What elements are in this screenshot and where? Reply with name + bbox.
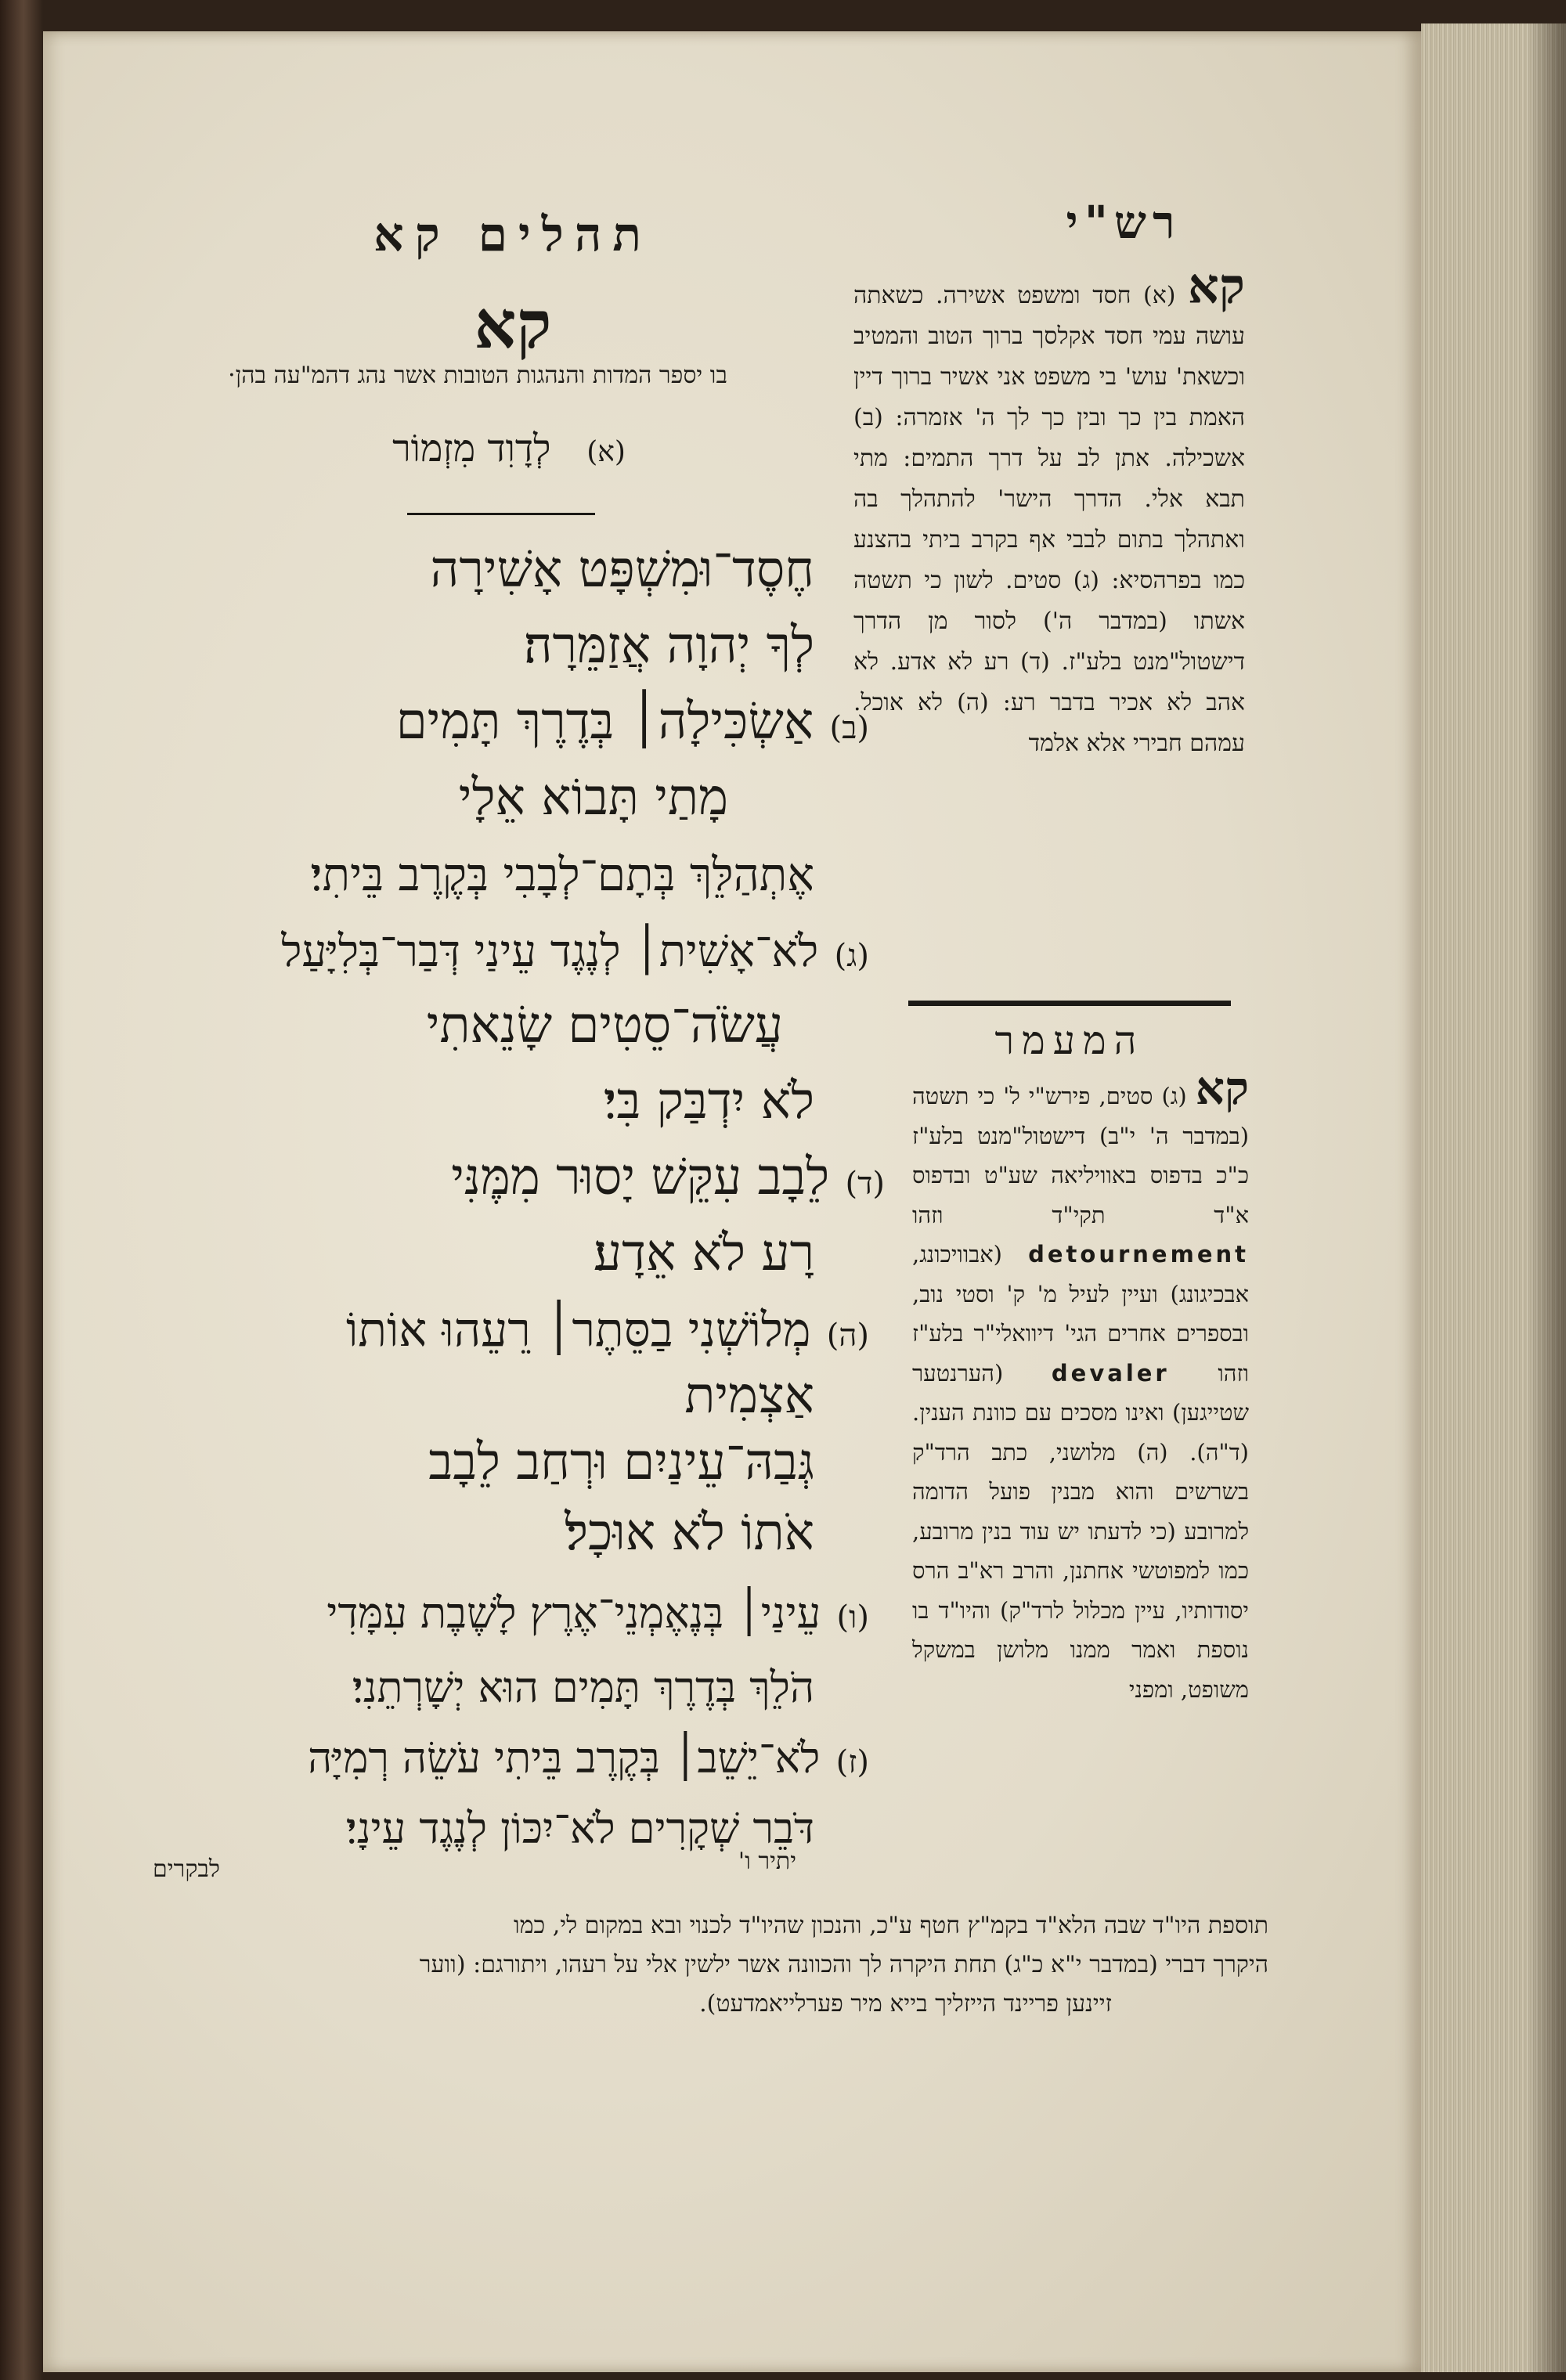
rashi-line: בי משפט אני אשיר ברוך [891, 363, 1117, 391]
verse-text: גְּבַהּ־עֵינַיִם וּרְחַב לֵבָב [428, 1433, 814, 1491]
hameamer-line: ובדפוס א"ד תקי"ד וזהו [912, 1162, 1249, 1228]
hameamer-line: יש עוד בנין מרובע, כמו [912, 1517, 1250, 1584]
rashi-line: לא אכיר בדבר רע: (ה) לא [917, 689, 1193, 716]
rashi-line: הדרך דישטול"מנט בלע"ז. [853, 608, 1245, 676]
rashi-line: אשירה. כשאתה עושה [853, 282, 1245, 350]
verse-text: אַצְמִית [684, 1367, 814, 1425]
catchword: לבקרים [153, 1855, 220, 1883]
rashi-line: הטוב והמטיב וכשאת' עוש' [853, 323, 1245, 391]
rashi-lead-word: קא [1188, 258, 1245, 315]
verse-text: חֶסֶד־וּמִשְׁפָּט אָשִׁירָה [430, 541, 814, 599]
rashi-line: מתי תבא אלי. הדרך [853, 445, 1245, 513]
rashi-line: אשתו (במדבר ה') לסור מן [928, 608, 1245, 635]
hameamer-line: הגי' דיוואלי"ר בלע"ז וזהו [912, 1320, 1249, 1387]
rashi-heading: רש"י [1066, 196, 1182, 249]
verse-line [110, 1358, 814, 1433]
verse-line [110, 1495, 814, 1570]
hameamer-line: (ה) מלושני, כתב הרד"ק [912, 1438, 1168, 1466]
verse-number: (ה) [826, 1318, 869, 1354]
verse-text: לֵבָב עִקֵּשׁ יָסוּר מִמֶּנִּי [451, 1149, 830, 1206]
psalm-superscription [282, 427, 736, 471]
hameamer-lead-word: קא [1195, 1062, 1250, 1115]
hameamer-line: (אבוויכונג, אבכיגונג) [912, 1241, 1249, 1307]
rashi-line: (ג) סטים. לשון כי תשטה [853, 567, 1099, 594]
hameamer-heading: המעמר [994, 1018, 1145, 1063]
footnote-line: היקרך דברי (במדבר י"א כ"ג) תחת היקרה לך והכוונה אשר ילשין אלי על רעהו, ויתורגם: (ווער [419, 1951, 1268, 1978]
hameamer-commentary [912, 1062, 1250, 1709]
footnote-line: תוספת היו"ד שבה הלא"ד בקמ"ץ חטף ע"כ, והנכון שהיו"ד לכנוי ובא במקום לי, כמו [514, 1912, 1268, 1939]
hameamer-line: במשקל משופט, ומפני [912, 1636, 1249, 1703]
rashi-line: (א) חסד ומשפט [1017, 282, 1176, 309]
verse-text: מְלוֹשְׁנִי בַסֵּתֶר׀ רֵעֵהוּ אוֹתוֹ [346, 1303, 811, 1358]
verse-line [110, 684, 869, 766]
rashi-line: (ד) רע לא אדע. לא אהב [853, 648, 1245, 716]
footnote-continuation [117, 1906, 1268, 2024]
verse-line [110, 532, 814, 608]
hameamer-line: כ"כ בדפוס באוויליאה שע"ט [983, 1162, 1249, 1188]
verse-number: (ז) [835, 1744, 869, 1780]
verse-text: לֹא יִדְבַּק בִּי׃ [603, 1073, 814, 1130]
verse-text: לֹא־יֵשֵׁב׀ בְּקֶרֶב בֵּיתִי עֹשֵׂה רְמִיָּה [308, 1733, 821, 1783]
rashi-line: בתום לבבי אף בקרב ביתי [922, 526, 1164, 554]
verse-line [94, 1718, 869, 1800]
verse-text: לְךָ יְהוָה אֲזַמֵּרָה׃ [523, 617, 814, 675]
verse-line [94, 1574, 869, 1655]
verse-line [110, 1064, 814, 1139]
hameamer-line: ה' י"ב) דישטול"מנט בלע"ז [912, 1122, 1169, 1149]
column-divider-rule [908, 1001, 1231, 1006]
footnote-line: זיינען פריינד הייזליך בייא מיר פערלייאמדעט). [699, 1990, 1112, 2018]
verse-line [110, 988, 814, 1063]
verse-number: (ג) [834, 938, 869, 974]
hameamer-line: ועיין לעיל מ' ק' וסטי [955, 1280, 1158, 1307]
rashi-line: אתן לב על דרך התמים: [903, 445, 1150, 472]
hameamer-latin-word: devaler [1051, 1359, 1170, 1387]
book-title: תהלים קא [373, 207, 652, 262]
rashi-line: הישר' להתהלך בה ואתהלך [853, 485, 1245, 554]
verse-line [94, 1648, 814, 1726]
verse-number: (ב) [829, 710, 869, 746]
verse-text: אֹתוֹ לֹא אוּכָל׃ [565, 1504, 814, 1562]
superscription-text: לְדָוִד מִזְמוֹר [392, 427, 551, 471]
verse-line [110, 1425, 814, 1500]
hameamer-line: ל' כי תשטה (במדבר [912, 1083, 1250, 1149]
rashi-line: בהצנע כמו בפרהסיא: [853, 526, 1245, 594]
hameamer-latin-word: detournement [1028, 1241, 1249, 1268]
hameamer-line: בשרשים והוא מבנין פועל [989, 1478, 1250, 1505]
hameamer-line: שטייגען) ואינו מסכים עם [1024, 1399, 1249, 1426]
page-edges-shadow [1527, 23, 1566, 2372]
verse-line [110, 1140, 885, 1221]
verse-line [94, 912, 869, 993]
hameamer-line: רא"ב הרס יסודותיו, עיין [912, 1557, 1250, 1624]
verse-text: מָתַי תָּבוֹא אֵלָי [458, 769, 728, 827]
verse-line [94, 836, 814, 912]
hameamer-line: נוספת ואמר ממנו מלושן [997, 1636, 1249, 1663]
verse-text: אֶתְהַלֵּךְ בְּתָם־לְבָבִי בְּקֶרֶב בֵּיתִי׃ [310, 848, 814, 901]
rashi-line: אלמד [1028, 730, 1079, 757]
rashi-line: אוכל. עמהם חבירי אלא [853, 689, 1245, 757]
verse-text: עֲשֹׂה־סֵטִים שָׂנֵאתִי [426, 997, 783, 1055]
verse-text: עֵינַי׀ בְּנֶאֶמְנֵי־אֶרֶץ לָשֶׁבֶת עִמָּדִי [327, 1588, 821, 1638]
rashi-line: עמי חסד אקלסך ברוך [982, 323, 1186, 350]
title-rule [407, 513, 595, 515]
chapter-number: קא [474, 286, 552, 363]
rashi-line: דיין האמת בין כך ובין כך [853, 363, 1245, 431]
verse-line [110, 760, 814, 835]
verse-number: (ו) [836, 1599, 869, 1635]
hameamer-line: הדומה למרובע (כי לדעתו [912, 1478, 1250, 1545]
hameamer-line: למפוטשי אחתנן, והרב [1012, 1557, 1211, 1584]
rashi-commentary [853, 258, 1245, 764]
hameamer-line: נוב, ובספרים אחרים [912, 1280, 1249, 1347]
hameamer-line: מכלול לרד"ק) והיו"ד בו [912, 1596, 1125, 1624]
verse-line [110, 1216, 814, 1291]
superscription-verse-number: (א) [586, 436, 626, 468]
chapter-summary: בו יספר המדות והנהגות הטובות אשר נהג דהמ"עה בהן· [228, 362, 727, 389]
verse-text: לֹא־אָשִׁית׀ לְנֶגֶד עֵינַי דְּבַר־בְּלִיָּעַל [281, 926, 819, 977]
verse-text: רָע לֹא אֵדָע׃ [593, 1224, 814, 1282]
masoretic-note: יתיר ו' [738, 1848, 797, 1875]
hameamer-line: (הערנטער [912, 1359, 1004, 1387]
verse-number: (ד) [845, 1166, 885, 1202]
verse-line [110, 608, 814, 683]
hameamer-line: (ג) סטים, פירש"י [1028, 1083, 1187, 1109]
verse-text: הֹלֵךְ בְּדֶרֶךְ תָּמִים הוּא יְשָׁרְתֵנִי׃ [352, 1663, 814, 1712]
verse-text: אַשְׂכִּילָה׀ בְּדֶרֶךְ תָּמִים [395, 693, 814, 751]
verse-text: דֹּבֵר שְׁקָרִים לֹא־יִכּוֹן לְנֶגֶד עֵינָי׃ [345, 1804, 814, 1853]
hameamer-line: כוונת הענין. (ד"ה). [912, 1399, 1250, 1466]
rashi-line: לך ה' אזמרה: (ב) אשכילה. [853, 404, 1245, 472]
